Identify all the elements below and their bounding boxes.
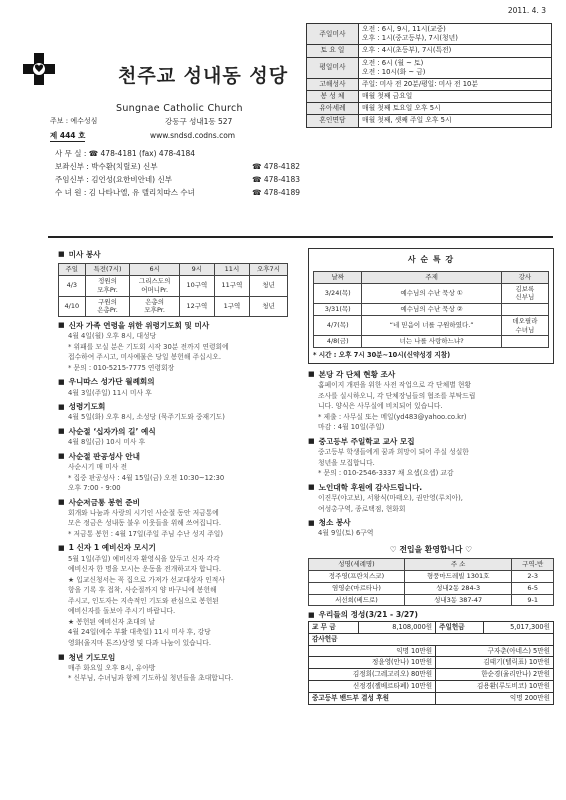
- section-line: * 집중 판공성사 : 4월 15일(금) 오전 10:30~12:30: [68, 473, 225, 482]
- offering-cell: 교 무 금: [309, 621, 359, 633]
- offering-cell: 익명 10만원: [309, 645, 436, 657]
- lecture-note: * 시간 : 오후 7시 30분~10시(신약성경 지참): [313, 351, 451, 360]
- schedule-value: 오전 : 6시 (월 ~ 토) 오전 : 10시(화 ~ 금): [359, 57, 552, 78]
- schedule-label: 유아세례: [307, 103, 359, 115]
- patron: 주보 : 예수성심: [50, 117, 98, 125]
- section-line: 이진무(야고보), 서왕식(마태오), 권안영(루치아),: [318, 494, 463, 503]
- table-header: 강사: [501, 271, 548, 283]
- section-title: ■ 1 신자 1 예비신자 모시기: [58, 543, 156, 553]
- section-line: 조사를 실시하오니, 각 단체장님들의 협조를 부탁드립: [318, 391, 476, 400]
- schedule-label: 토 요 일: [307, 45, 359, 57]
- offering-cell: 익명 200만원: [436, 693, 554, 705]
- table-row: [309, 571, 554, 583]
- section-line: 주시고, 인도자는 지속적인 기도와 관심으로 봉헌된: [68, 596, 219, 605]
- phone: ☎ 478-4183: [252, 175, 300, 185]
- table-cell: 4/7(목): [314, 315, 362, 336]
- section-body: [58, 331, 288, 373]
- section-line: 4월 5일(화) 오후 8시, 소성당 (묵주기도와 중재기도): [68, 413, 225, 422]
- schedule-label: 봉 성 체: [307, 91, 359, 103]
- section-line: 4월 3일(주일) 11시 미사 후: [68, 388, 152, 397]
- table-row: [314, 315, 549, 336]
- table-cell: 예수님의 수난 묵상 ①: [362, 283, 501, 304]
- table-cell: 그리스도의 어머니Pr.: [130, 276, 179, 297]
- table-cell: 데오필라 수녀님: [501, 315, 548, 336]
- offering-cell: 8,108,000원: [359, 621, 436, 633]
- section-title: ■ 청년 기도모임: [58, 652, 116, 662]
- section-body: [308, 493, 554, 514]
- section-line: 4월 8일(금) 10시 미사 후: [68, 438, 146, 447]
- table-cell: 염영순(마르타나): [309, 582, 405, 594]
- welcome-title: ♡ 전입을 환영합니다 ♡: [389, 544, 473, 554]
- section-line: 마감 : 4월 10일(주일): [318, 423, 385, 432]
- staff-line: 사 무 실 : ☎ 478-4181 (fax) 478-4184: [55, 149, 196, 159]
- offering-table: [308, 621, 554, 705]
- table-header: 6시: [130, 264, 179, 276]
- offering-cell: 5,017,300원: [484, 621, 554, 633]
- table-header: 성명(세례명): [309, 559, 405, 571]
- section-body: [58, 388, 288, 399]
- table-header: 날짜: [314, 271, 362, 283]
- staff-line: 수 녀 원 : 김 나타나엘, 유 델리치따스 수녀: [55, 188, 195, 198]
- section-line: * 신부님, 수녀님과 함께 기도하실 청년들을 초대합니다.: [68, 674, 234, 683]
- welcome-table: [308, 558, 554, 606]
- lecture-box: [308, 248, 554, 364]
- section-line: 접수하여 주시고, 미사예물은 당일 봉헌해 주십시오.: [68, 353, 222, 362]
- table-row: [309, 594, 554, 606]
- left-column: [58, 246, 288, 684]
- offering-label: 감사헌금: [309, 633, 554, 645]
- staff-line: 주임신부 : 김언성(요한비안네) 신부: [55, 175, 172, 185]
- section-title: ■ 중고등부 주일학교 교사 모집: [308, 436, 415, 446]
- section-title: ■ 우리들의 정성(3/21 - 3/27): [308, 610, 418, 620]
- table-cell: 4/8(금): [314, 336, 362, 348]
- section-line: 4월 24일(예수 부활 대축일) 11시 미사 후, 강당: [68, 628, 211, 637]
- section-title: ■ 신자 가족 연령을 위한 위령기도회 및 미사: [58, 321, 210, 331]
- table-cell: 4/3: [59, 276, 86, 297]
- schedule-value: 오전 : 6시, 9시, 11시(교중) 오후 : 1시(중고등부), 7시(청년): [359, 24, 552, 45]
- offering-cell: 중고등부 밴드부 결성 후원: [309, 693, 436, 705]
- table-cell: 성내3동 387-47: [404, 594, 511, 606]
- phone: ☎ 478-4189: [252, 188, 300, 198]
- section-title: ■ 청소 봉사: [308, 518, 351, 528]
- schedule-label: 주일미사: [307, 24, 359, 45]
- table-row: [314, 304, 549, 316]
- table-header: 9시: [179, 264, 214, 276]
- schedule-row: [307, 24, 552, 45]
- section-line: 4월 4일(월) 오후 8시, 대성당: [68, 332, 157, 341]
- mass-service-table: [58, 263, 288, 317]
- section-title: ■ 본당 각 단체 현황 조사: [308, 370, 396, 380]
- section-title: ■ 미사 봉사: [58, 250, 101, 259]
- schedule-row: [307, 45, 552, 57]
- table-cell: 김보록 신부님: [501, 283, 548, 304]
- table-header: 구역-반: [512, 559, 554, 571]
- offering-cell: 주일헌금: [436, 621, 484, 633]
- schedule-label: 평일미사: [307, 57, 359, 78]
- section-line: 5월 1일(주일) 예비신자 환영식을 앞두고 신자 각각: [68, 554, 220, 563]
- table-cell: 성내2동 284-3: [404, 582, 511, 594]
- schedule-value: 오후 : 4시(초등부), 7시(특전): [359, 45, 552, 57]
- right-column: [308, 246, 554, 705]
- table-cell: “네 믿음이 너를 구원하였다.”: [362, 315, 501, 336]
- section-line: 4월 9일(토) 6구역: [318, 529, 374, 538]
- header-divider: [48, 236, 553, 238]
- table-row: [59, 296, 288, 317]
- section-line: 예비신자를 돌보아 주시기 바랍니다.: [68, 607, 176, 616]
- table-cell: 청년: [249, 276, 287, 297]
- section-line: 니다. 양식은 사무실에 비치되어 있습니다.: [318, 402, 443, 411]
- section-title: ■ 사순저금통 봉헌 준비: [58, 497, 140, 507]
- section-line: ★ 봉헌된 예비신자 초대의 날: [68, 617, 155, 626]
- table-cell: 9-1: [512, 594, 554, 606]
- issue-number: 제 444 호: [50, 131, 85, 142]
- offering-cell: 김태기(텔릭표) 10만원: [436, 657, 554, 669]
- church-logo-icon: [22, 52, 56, 86]
- table-cell: 10구역: [179, 276, 214, 297]
- section-line: 매주 화요일 오후 8시, 유아방: [68, 663, 156, 672]
- table-cell: 6-5: [512, 582, 554, 594]
- section-title: ■ 노인대학 후원에 감사드립니다.: [308, 482, 423, 492]
- table-cell: 3/31(목): [314, 304, 362, 316]
- staff-line: 보좌신부 : 박수환(치릴로) 신부: [55, 162, 158, 172]
- table-cell: 2-3: [512, 571, 554, 583]
- table-row: [314, 283, 549, 304]
- section-body: [308, 380, 554, 433]
- section-body: [58, 462, 288, 494]
- bulletin-date: 2011. 4. 3: [507, 6, 546, 15]
- schedule-row: [307, 91, 552, 103]
- table-header: 주 소: [404, 559, 511, 571]
- section-line: * 제출 : 사무실 또는 메일(yd483@yahoo.co.kr): [318, 412, 467, 421]
- table-cell: 4/10: [59, 296, 86, 317]
- table-header: 주제: [362, 271, 501, 283]
- table-cell: 12구역: [179, 296, 214, 317]
- lecture-title: 사 순 특 강: [407, 255, 455, 264]
- section-body: [58, 554, 288, 649]
- schedule-value: 매월 첫째 금요일: [359, 91, 552, 103]
- section-line: 항을 기록 후 접착, 사순절까지 양 바구니에 봉헌해: [68, 586, 217, 595]
- table-cell: 형풍마드레빌 1301호: [404, 571, 511, 583]
- section-line: 예비신자 한 명을 모시는 운동을 전개하고자 합니다.: [68, 565, 222, 574]
- table-header: 특전(7시): [85, 264, 130, 276]
- table-header: 주일: [59, 264, 86, 276]
- section-line: 모은 정금은 성내동 불우 이웃들을 위해 쓰여집니다.: [68, 519, 222, 528]
- mass-schedule-table: [306, 23, 552, 128]
- table-cell: 예수님의 수난 묵상 ②: [362, 304, 501, 316]
- schedule-value: 주일: 미사 전 20분/평일: 미사 전 10분: [359, 78, 552, 90]
- offering-cell: 김정희(그레고리오) 80만원: [309, 669, 436, 681]
- section-line: * 저금통 봉헌 : 4월 17일(주일 주님 수난 성지 주일): [68, 529, 224, 538]
- table-header: 오후7시: [249, 264, 287, 276]
- section-line: 회개와 나눔과 사랑의 시기인 사순절 동안 저금통에: [68, 508, 219, 517]
- table-cell: 11구역: [214, 276, 249, 297]
- section-body: [58, 437, 288, 448]
- schedule-row: [307, 57, 552, 78]
- offering-cell: 정윤영(안나) 10만원: [309, 657, 436, 669]
- section-line: * 문의 : 010-5215-7775 연령회장: [68, 363, 175, 372]
- section-body: [58, 508, 288, 540]
- table-cell: 너는 나를 사랑하느냐?: [362, 336, 501, 348]
- section-body: [308, 447, 554, 479]
- table-cell: 1구역: [214, 296, 249, 317]
- offering-cell: 김용환(루도비코) 10만원: [436, 681, 554, 693]
- section-line: 영화(울지마 톤즈)상영 및 다과 나눔이 있습니다.: [68, 638, 212, 647]
- section-line: 오후 7:00 - 9:00: [68, 484, 121, 493]
- church-name: 천주교 성내동 성당: [118, 65, 289, 87]
- church-name-en: Sungnae Catholic Church: [116, 103, 243, 114]
- section-line: 사순시기 매 미사 전: [68, 463, 128, 472]
- table-row: [59, 276, 288, 297]
- section-line: 홈페이지 개편을 위한 사전 작업으로 각 단체별 현황: [318, 381, 472, 390]
- table-header: 11시: [214, 264, 249, 276]
- table-cell: 구원의 은총Pr.: [85, 296, 130, 317]
- section-line: ★ 입교신청서는 꼭 집으로 가져가 선교대상자 인적사: [68, 575, 225, 584]
- section-title: ■ 우니따스 성가단 월례회의: [58, 377, 155, 387]
- section-line: * 위패를 모실 분은 기도회 시작 30분 전까지 연령회에: [68, 342, 229, 351]
- table-row: [314, 336, 549, 348]
- offering-cell: 구자춘(아네스) 5만원: [436, 645, 554, 657]
- phone: ☎ 478-4182: [252, 162, 300, 172]
- table-cell: 정원의 모후Pr.: [85, 276, 130, 297]
- schedule-label: 혼인면담: [307, 115, 359, 127]
- table-cell: 3/24(목): [314, 283, 362, 304]
- table-cell: 청년: [249, 296, 287, 317]
- lecture-table: [313, 271, 549, 348]
- section-line: 여성총구역, 종로택점, 현화회: [318, 504, 406, 513]
- offering-cell: 신정경(젤베르타폐) 10만원: [309, 681, 436, 693]
- website-link[interactable]: www.sndsd.codns.com: [150, 131, 236, 140]
- table-cell: 정주영(프란치스코): [309, 571, 405, 583]
- address: 강동구 성내1동 527: [165, 117, 233, 126]
- table-cell: [501, 304, 548, 316]
- table-cell: 서선희(베드로): [309, 594, 405, 606]
- schedule-row: [307, 78, 552, 90]
- section-body: [308, 528, 554, 539]
- table-cell: [501, 336, 548, 348]
- section-body: [58, 663, 288, 684]
- schedule-row: [307, 103, 552, 115]
- schedule-label: 고해성사: [307, 78, 359, 90]
- section-title: ■ 성령기도회: [58, 402, 106, 412]
- table-cell: 은총의 모후Pr.: [130, 296, 179, 317]
- staff-list: [55, 148, 300, 200]
- table-row: [309, 582, 554, 594]
- section-body: [58, 412, 288, 423]
- schedule-value: 매월 첫째 토요일 오후 5시: [359, 103, 552, 115]
- schedule-row: [307, 115, 552, 127]
- section-line: 청년을 모집합니다.: [318, 458, 375, 467]
- offering-cell: 한순경(율리안나) 2만원: [436, 669, 554, 681]
- section-title: ■ 사순절 ‘십자가의 길’ 예식: [58, 427, 156, 437]
- section-line: 중고등부 학생들에게 꿈과 희망이 되어 주실 성실한: [318, 448, 469, 457]
- section-title: ■ 사순절 판공성사 안내: [58, 451, 140, 461]
- schedule-value: 매월 첫째, 셋째 주일 오후 5시: [359, 115, 552, 127]
- section-line: * 문의 : 010-2546-3337 채 요셉(요셉) 교감: [318, 469, 454, 478]
